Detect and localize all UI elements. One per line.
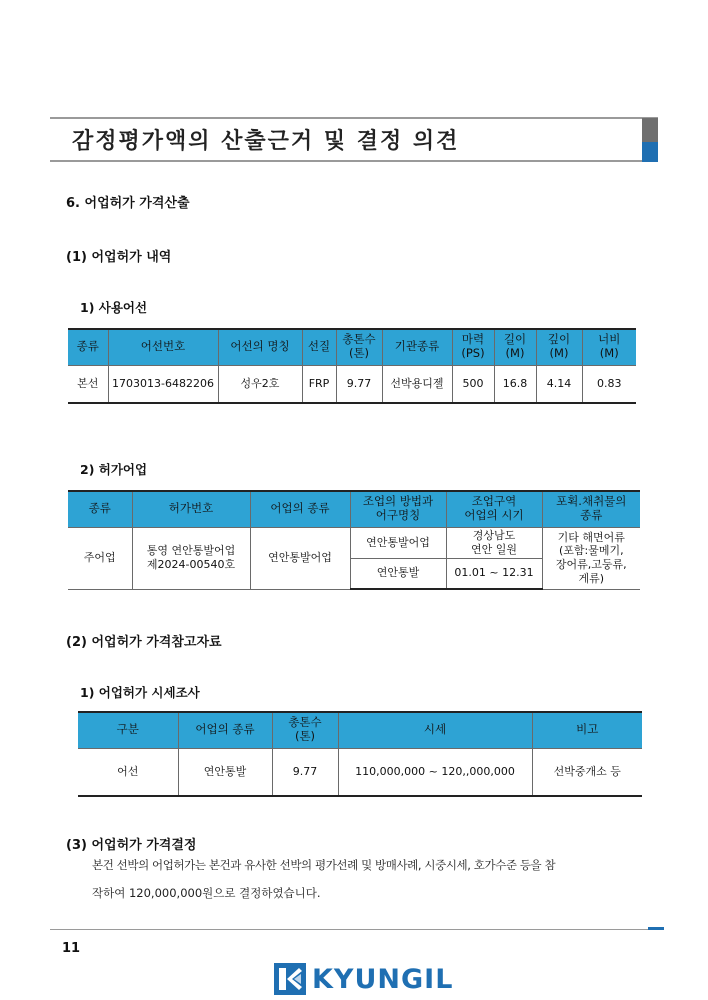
header-cell: 기관종류 bbox=[382, 329, 452, 365]
header-cell: 어선의 명칭 bbox=[218, 329, 302, 365]
table-cell: 주어업 bbox=[68, 527, 132, 589]
table-cell: 기타 해면어류 (포함:물메기, 장어류,고둥류, 게류) bbox=[542, 527, 640, 589]
section-title: 6. 어업허가 가격산출 bbox=[66, 196, 190, 211]
table-cell: 연안통발어업 bbox=[350, 527, 446, 558]
vessel-table-title: 1) 사용어선 bbox=[80, 300, 148, 315]
banner-accent-grey bbox=[642, 118, 658, 142]
header-cell: 깊이 (M) bbox=[536, 329, 582, 365]
table-row bbox=[68, 365, 636, 403]
logo-mark-icon bbox=[274, 963, 306, 995]
header-cell: 시세 bbox=[338, 712, 532, 748]
table-cell: 4.14 bbox=[536, 365, 582, 403]
license-table bbox=[68, 490, 640, 590]
header-cell: 구분 bbox=[78, 712, 178, 748]
vessel-table bbox=[68, 328, 636, 404]
logo-text: KYUNGIL bbox=[312, 963, 454, 995]
table-cell: 통영 연안통발어업 제2024-00540호 bbox=[132, 527, 250, 589]
header-cell: 너비 (M) bbox=[582, 329, 636, 365]
header-cell: 선질 bbox=[302, 329, 336, 365]
header-cell: 어업의 종류 bbox=[178, 712, 272, 748]
table-cell: 110,000,000 ~ 120,,000,000 bbox=[338, 748, 532, 796]
page-number: 11 bbox=[62, 941, 81, 956]
table-cell: 9.77 bbox=[272, 748, 338, 796]
table-cell: 01.01 ~ 12.31 bbox=[446, 558, 542, 589]
header-cell: 조업구역 어업의 시기 bbox=[446, 491, 542, 527]
page-title: 감정평가액의 산출근거 및 결정 의견 bbox=[72, 129, 460, 154]
header-cell: 허가번호 bbox=[132, 491, 250, 527]
banner-top-rule bbox=[50, 117, 658, 119]
table-cell: 500 bbox=[452, 365, 494, 403]
market-table-title: 1) 어업허가 시세조사 bbox=[80, 685, 200, 700]
table-cell: 9.77 bbox=[336, 365, 382, 403]
table-cell: 연안통발어업 bbox=[250, 527, 350, 589]
header-cell: 조업의 방법과 어구명칭 bbox=[350, 491, 446, 527]
table-cell: 경상남도 연안 일원 bbox=[446, 527, 542, 558]
table-cell: 16.8 bbox=[494, 365, 536, 403]
table-cell: 본선 bbox=[68, 365, 108, 403]
table-row bbox=[68, 527, 640, 558]
banner-accent-blue bbox=[642, 142, 658, 162]
table-cell: 연안통발 bbox=[178, 748, 272, 796]
footer-rule bbox=[50, 929, 648, 930]
header-cell: 총톤수 (톤) bbox=[336, 329, 382, 365]
table-cell: 1703013-6482206 bbox=[108, 365, 218, 403]
market-table bbox=[78, 711, 642, 797]
conclusion-line-1: 본건 선박의 어업허가는 본건과 유사한 선박의 평가선례 및 방매사례, 시중시세, 호가수준 등을 참 bbox=[92, 858, 556, 872]
table-cell: 연안통발 bbox=[350, 558, 446, 589]
table-row bbox=[78, 748, 642, 796]
table-cell: 선박용디젤 bbox=[382, 365, 452, 403]
subsection-title-1: (1) 어업허가 내역 bbox=[66, 250, 172, 265]
header-cell: 마력 (PS) bbox=[452, 329, 494, 365]
subsection-title-3: (3) 어업허가 가격결정 bbox=[66, 838, 197, 853]
subsection-title-2: (2) 어업허가 가격참고자료 bbox=[66, 635, 222, 650]
brand-logo bbox=[274, 962, 453, 996]
license-table-title: 2) 허가어업 bbox=[80, 462, 148, 477]
header-cell: 어업의 종류 bbox=[250, 491, 350, 527]
header-cell: 종류 bbox=[68, 329, 108, 365]
header-cell: 종류 bbox=[68, 491, 132, 527]
header-cell: 어선번호 bbox=[108, 329, 218, 365]
table-cell: 어선 bbox=[78, 748, 178, 796]
table-cell: 성우2호 bbox=[218, 365, 302, 403]
table-cell: FRP bbox=[302, 365, 336, 403]
header-cell: 포획.채취물의 종류 bbox=[542, 491, 640, 527]
banner-bottom-rule bbox=[50, 160, 658, 162]
header-cell: 비고 bbox=[532, 712, 642, 748]
header-cell: 총톤수 (톤) bbox=[272, 712, 338, 748]
table-cell: 선박중개소 등 bbox=[532, 748, 642, 796]
conclusion-line-2: 작하여 120,000,000원으로 결정하였습니다. bbox=[92, 886, 321, 900]
table-cell: 0.83 bbox=[582, 365, 636, 403]
footer-accent bbox=[648, 927, 664, 930]
header-cell: 길이 (M) bbox=[494, 329, 536, 365]
